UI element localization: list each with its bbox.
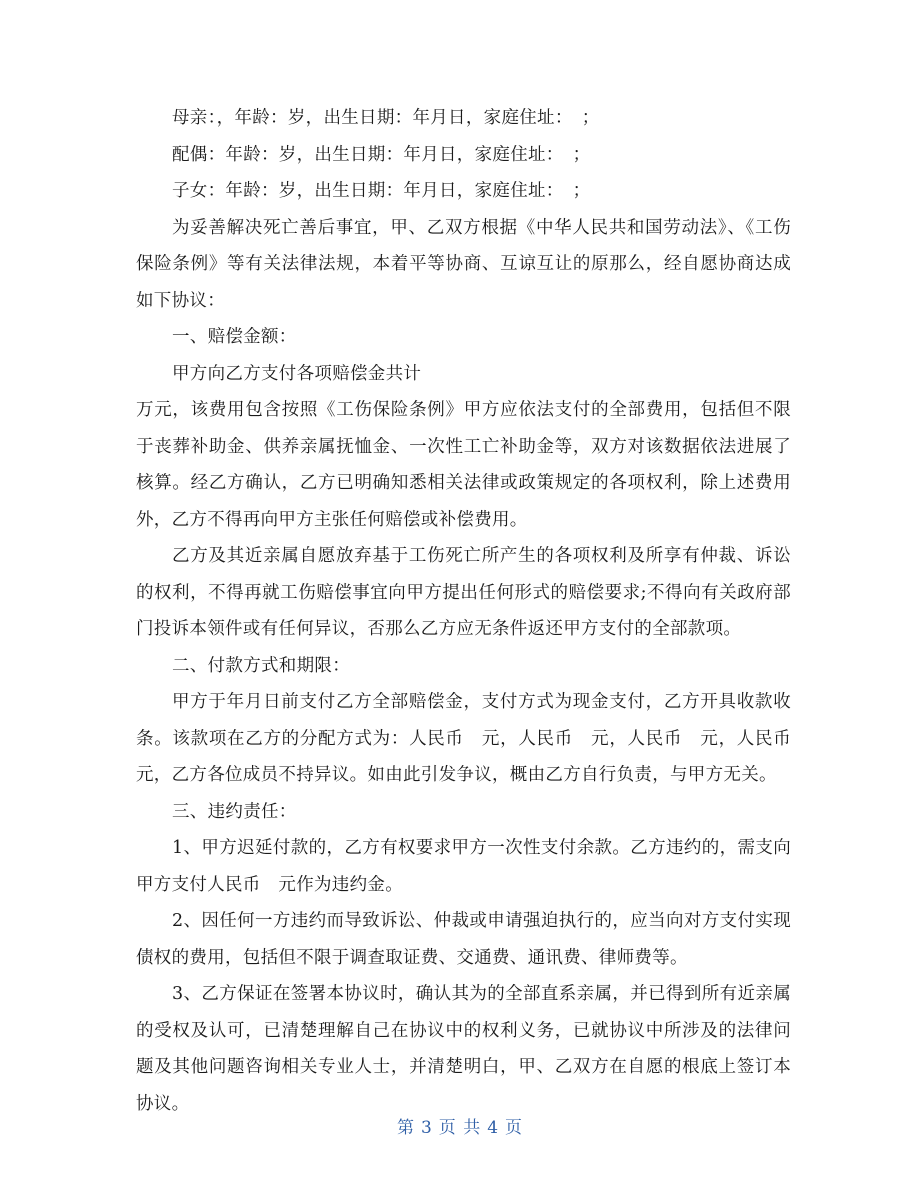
section-heading-payment: 二、付款方式和期限： — [172, 655, 350, 676]
paragraph-waiver: 乙方及其近亲属自愿放弃基于工伤死亡所产生的各项权利及所享有仲裁、诉讼的权利，不得再就工伤赔偿事宜向甲方提出任何形式的赔偿要求;不得向有关政府部门投诉本领件或有任何异议，否那么乙方应无条件返还甲方支付的全部款项。 — [136, 546, 791, 639]
paragraph-mother-info: 母亲：，年龄：岁，出生日期：年月日，家庭住址： ； — [172, 108, 600, 128]
paragraph-preamble: 为妥善解决死亡善后事宜，甲、乙双方根据《中华人民共和国劳动法》、《工伤保险条例》等有关法律法规，本着平等协商、互谅互让的原那么，经自愿协商达成如下协议： — [136, 217, 791, 311]
paragraph-compensation-total: 甲方向乙方支付各项赔偿金共计 — [172, 363, 422, 384]
document-body — [136, 100, 791, 1122]
section-heading-breach: 三、违约责任： — [172, 801, 297, 822]
footer-middle: 页 共 — [438, 1118, 482, 1138]
paragraph-payment-terms: 甲方于年月日前支付乙方全部赔偿金，支付方式为现金支付，乙方开具收款收条。该款项在乙方的分配方式为：人民币 元，人民币 元，人民币 元，人民币元，乙方各位成员不持异议。如由此引发争议，概由乙方自行负责，与甲方无关。 — [136, 692, 791, 785]
paragraph-breach-clause-1: 1、甲方迟延付款的，乙方有权要求甲方一次性支付余款。乙方违约的，需支向甲方支付人民币 元作为违约金。 — [136, 838, 791, 895]
paragraph-breach-clause-2: 2、因任何一方违约而导致诉讼、仲裁或申请强迫执行的，应当向对方支付实现债权的费用，包括但不限于调查取证费、交通费、通讯费、律师费等。 — [136, 911, 791, 968]
paragraph-breach-clause-3: 3、乙方保证在签署本协议时，确认其为的全部直系亲属，并已得到所有近亲属的受权及认可，已清楚理解自己在协议中的权利义务，已就协议中所涉及的法律问题及其他问题咨询相关专业人士，并清楚明白，甲、乙双方在自愿的根底上签订本协议。 — [136, 984, 791, 1114]
page-footer — [0, 1113, 920, 1138]
footer-prefix: 第 — [396, 1118, 415, 1138]
footer-current-page: 3 — [420, 1118, 433, 1138]
paragraph-compensation-details: 万元，该费用包含按照《工伤保险条例》甲方应依法支付的全部费用，包括但不限于丧葬补助金、供养亲属抚恤金、一次性工亡补助金等，双方对该数据依法进展了核算。经乙方确认，乙方已明确知悉相关法律或政策规定的各项权利，除上述费用外，乙方不得再向甲方主张任何赔偿或补偿费用。 — [136, 400, 791, 530]
footer-suffix: 页 — [505, 1118, 524, 1138]
footer-total-pages: 4 — [487, 1118, 500, 1138]
paragraph-spouse-info: 配偶：年龄：岁，出生日期：年月日，家庭住址： ； — [172, 144, 591, 165]
paragraph-children-info: 子女：年龄：岁，出生日期：年月日，家庭住址： ； — [172, 181, 591, 201]
section-heading-compensation: 一、赔偿金额： — [172, 327, 297, 347]
